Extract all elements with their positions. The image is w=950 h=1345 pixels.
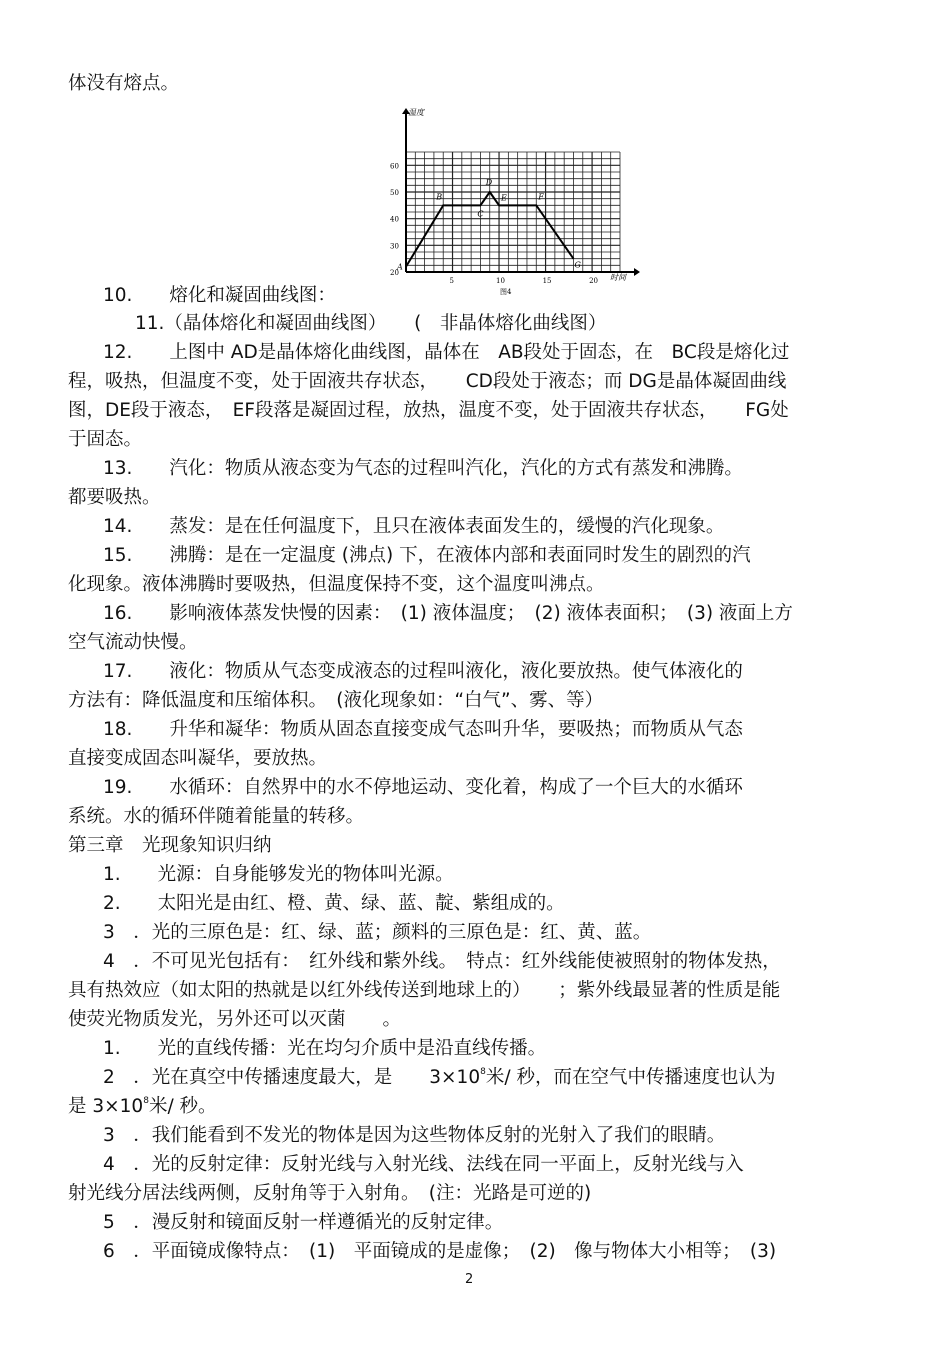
text-line: 于固态。 (68, 429, 143, 450)
text-line: 体没有熔点。 (68, 73, 180, 94)
text-line: 16. 影响液体蒸发快慢的因素： (1) 液体温度； (2) 液体表面积； (3) 液面上方 (103, 603, 793, 624)
text-line: 15. 沸腾：是在一定温度 (沸点) 下，在液体内部和表面同时发生的剧烈的汽 (103, 545, 751, 566)
text-line: 射光线分居法线两侧，反射角等于入射角。 (注：光路是可逆的) (68, 1183, 592, 1204)
text-line: 14. 蒸发：是在任何温度下，且只在液体表面发生的，缓慢的汽化现象。 (103, 516, 725, 537)
x-tick-label: 15 (542, 277, 552, 285)
y-tick-label: 20 (390, 269, 399, 277)
page-number: 2 (465, 1272, 474, 1287)
text-line: 13. 汽化：物质从液态变为气态的过程叫汽化，汽化的方式有蒸发和沸腾。 (103, 458, 743, 479)
text-line: 1. 光源：自身能够发光的物体叫光源。 (103, 864, 454, 885)
y-tick-label: 60 (390, 162, 399, 171)
chapter-heading: 第三章 光现象知识归纳 (68, 835, 272, 856)
text-line: 都要吸热。 (68, 487, 161, 508)
x-axis-arrow (634, 268, 640, 276)
chart-xlabel: 时间 (610, 273, 626, 282)
y-tick-label: 50 (390, 189, 399, 197)
text-line: 图，DE段于液态， EF段落是凝固过程，放热，温度不变，处于固液共存状态， FG处 (68, 400, 789, 421)
x-tick-label: 20 (589, 277, 599, 285)
melting-curve-chart (388, 100, 648, 296)
point-label: B (436, 192, 443, 202)
point-label: G (574, 260, 581, 270)
text-line: 方法有：降低温度和压缩体积。 (液化现象如：“白气”、雾、等） (68, 690, 604, 711)
text-line: 化现象。液体沸腾时要吸热，但温度保持不变，这个温度叫沸点。 (68, 574, 605, 595)
text-line: 空气流动快慢。 (68, 632, 198, 653)
text-line: 直接变成固态叫凝华，要放热。 (68, 748, 328, 769)
text-line: 19. 水循环：自然界中的水不停地运动、变化着，构成了一个巨大的水循环 (103, 777, 743, 798)
text-line: 4 ．光的反射定律：反射光线与入射光线、法线在同一平面上，反射光线与入 (103, 1154, 744, 1175)
text-line: 4 ．不可见光包括有： 红外线和紫外线。 特点：红外线能使被照射的物体发热， (103, 951, 781, 972)
y-tick-label: 30 (390, 242, 399, 251)
text-line-speed-air: 是 $3\times 10^8$米/ 秒。 (68, 1096, 217, 1117)
point-label: E (501, 193, 507, 203)
text-line: 3 ．光的三原色是：红、绿、蓝；颜料的三原色是：红、黄、蓝。 (103, 922, 652, 943)
chart-ylabel: 温度 (408, 108, 424, 117)
text-line: 18. 升华和凝华：物质从固态直接变成气态叫升华，要吸热；而物质从气态 (103, 719, 743, 740)
text-line: 程，吸热，但温度不变，处于固液共存状态， CD段处于液态；而 DG是晶体凝固曲线 (68, 371, 787, 392)
y-tick-label: 40 (390, 215, 399, 224)
text-line: 2. 太阳光是由红、橙、黄、绿、蓝、靛、紫组成的。 (103, 893, 565, 914)
text-line: 1. 光的直线传播：光在均匀介质中是沿直线传播。 (103, 1038, 547, 1059)
text-line: 12. 上图中 AD是晶体熔化曲线图，晶体在 AB段处于固态，在 BC段是熔化过 (103, 342, 790, 363)
text-line: 使荧光物质发光，另外还可以灭菌 。 (68, 1009, 402, 1030)
chart-caption: 图4 (500, 288, 512, 296)
text-line: 3 ．我们能看到不发光的物体是因为这些物体反射的光射入了我们的眼睛。 (103, 1125, 726, 1146)
point-label: A (397, 262, 403, 272)
text-line: 11.（晶体熔化和凝固曲线图） ( 非晶体熔化曲线图） (135, 313, 607, 334)
x-tick-label: 5 (449, 277, 454, 285)
text-line: 6 ．平面镜成像特点： (1) 平面镜成的是虚像； (2) 像与物体大小相等； (3) (103, 1241, 777, 1262)
point-label: C (477, 209, 484, 219)
text-line: 5 ．漫反射和镜面反射一样遵循光的反射定律。 (103, 1212, 504, 1233)
text-line: 具有热效应（如太阳的热就是以红外线传送到地球上的） ；紫外线最显著的性质是能 (68, 980, 781, 1001)
x-tick-label: 10 (496, 277, 505, 285)
text-line: 17. 液化：物质从气态变成液态的过程叫液化，液化要放热。使气体液化的 (103, 661, 743, 682)
text-line: 系统。水的循环伴随着能量的转移。 (68, 806, 365, 827)
text-line-speed: 2 ．光在真空中传播速度最大，是 $3\times 10^8$米/ 秒，而在空气中传播速度也认为 (103, 1067, 776, 1088)
text-line: 10. 熔化和凝固曲线图： (103, 285, 336, 306)
point-label: F (538, 192, 544, 202)
point-label: D (485, 178, 493, 187)
